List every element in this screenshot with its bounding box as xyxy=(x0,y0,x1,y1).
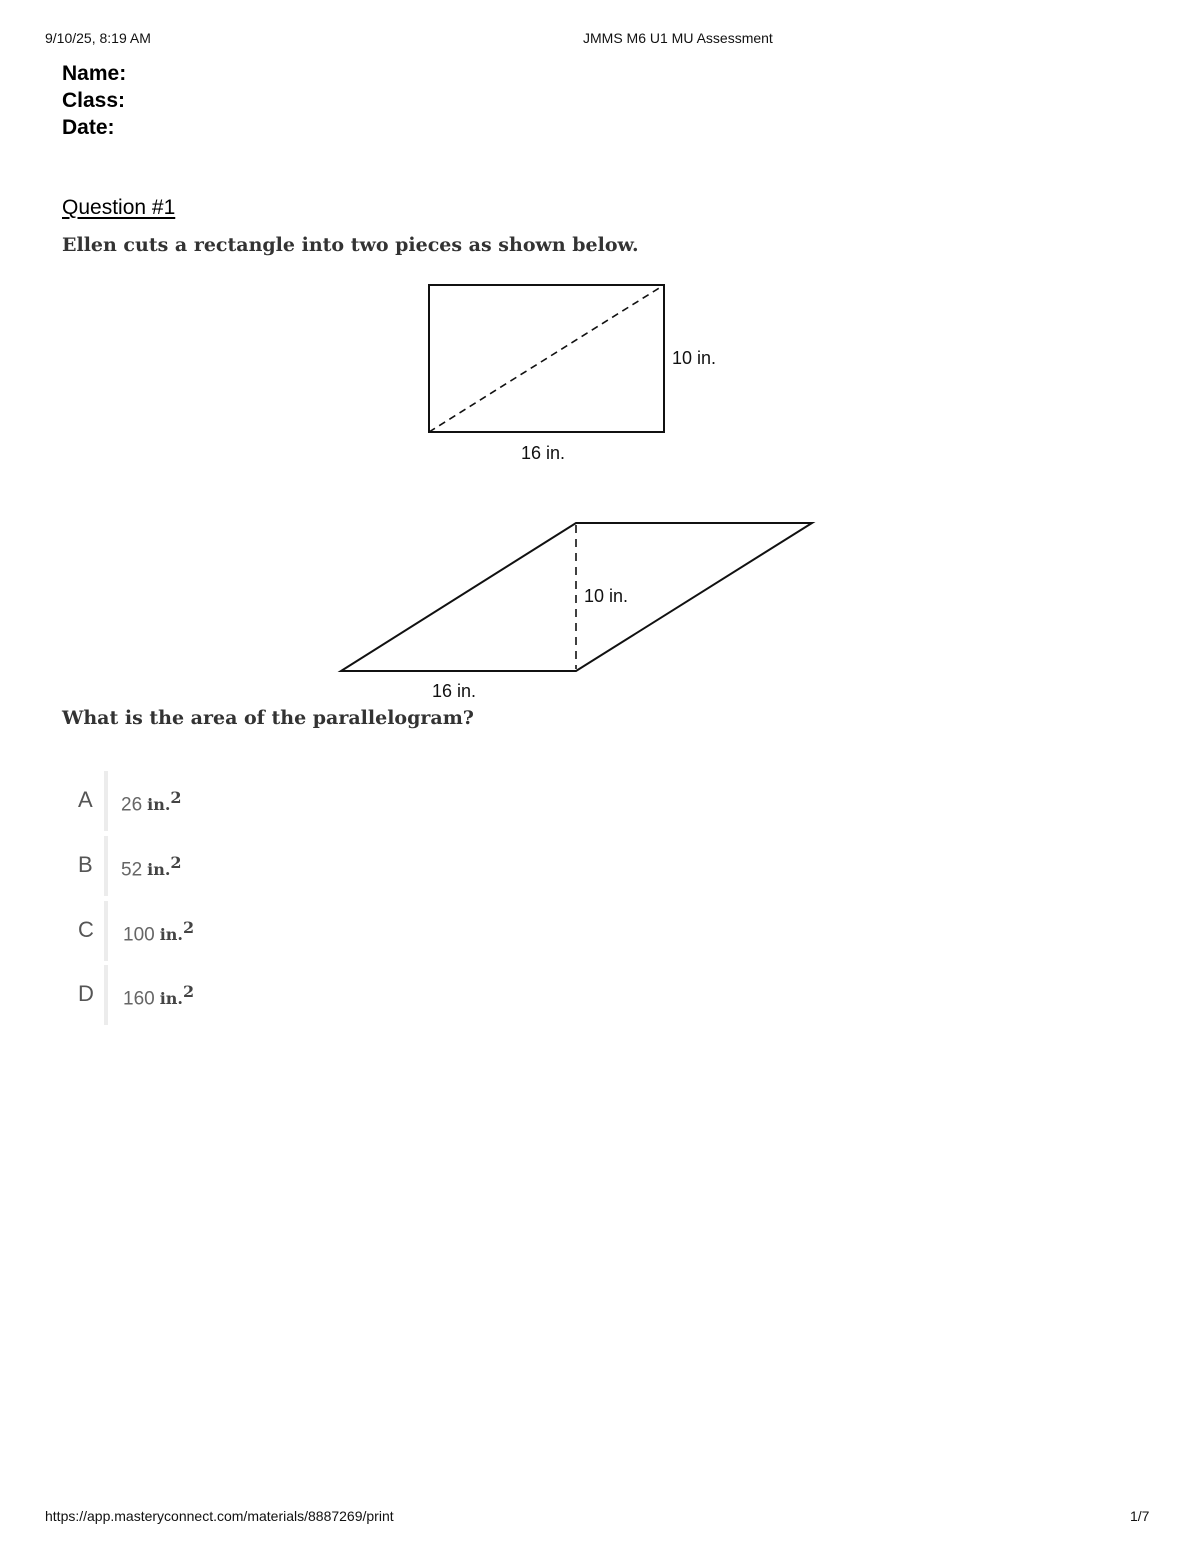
rectangle-figure xyxy=(429,285,716,463)
choice-divider xyxy=(104,901,108,961)
choice-letter: B xyxy=(78,852,93,877)
choice-value: 100 xyxy=(123,924,155,946)
choice-b[interactable] xyxy=(70,836,370,896)
rectangle-cut-line xyxy=(429,285,664,432)
choice-value: 26 xyxy=(121,794,143,816)
choice-d[interactable] xyxy=(70,965,370,1025)
choice-a[interactable] xyxy=(70,771,370,831)
choice-value: 52 xyxy=(121,859,143,881)
choice-letter: D xyxy=(78,981,94,1006)
rectangle-width-label: 16 in. xyxy=(521,443,566,463)
name-label: Name: xyxy=(62,62,127,85)
choice-letter: A xyxy=(78,787,93,812)
question-ask: What is the area of the parallelogram? xyxy=(62,707,474,729)
parallelogram-height-label: 10 in. xyxy=(584,586,629,606)
parallelogram-base-label: 16 in. xyxy=(432,681,477,701)
choice-unit: in. xyxy=(147,860,171,880)
choice-exponent: 2 xyxy=(182,918,195,937)
print-datetime: 9/10/25, 8:19 AM xyxy=(45,30,151,46)
choice-value: 160 xyxy=(123,988,155,1010)
choice-letter: C xyxy=(78,917,94,942)
choice-exponent: 2 xyxy=(182,982,195,1001)
choice-divider xyxy=(104,965,108,1025)
date-label: Date: xyxy=(62,116,115,139)
rectangle-height-label: 10 in. xyxy=(672,348,717,368)
choice-exponent: 2 xyxy=(170,788,182,807)
class-label: Class: xyxy=(62,89,126,112)
choice-unit: in. xyxy=(147,795,171,815)
choice-unit: in. xyxy=(159,989,183,1009)
choice-exponent: 2 xyxy=(170,853,182,872)
question-title: Question #1 xyxy=(62,196,176,219)
choice-unit: in. xyxy=(159,925,183,945)
question-figures xyxy=(0,0,1200,720)
document-title: JMMS M6 U1 MU Assessment xyxy=(583,30,773,46)
choice-c[interactable] xyxy=(70,901,370,961)
page-number: 1/7 xyxy=(1130,1508,1150,1524)
choice-divider xyxy=(104,836,108,896)
question-prompt: Ellen cuts a rectangle into two pieces as shown below. xyxy=(62,234,639,256)
choice-divider xyxy=(104,771,108,831)
footer-url: https://app.masteryconnect.com/materials/8887269/print xyxy=(45,1508,394,1524)
parallelogram-figure xyxy=(341,523,812,701)
